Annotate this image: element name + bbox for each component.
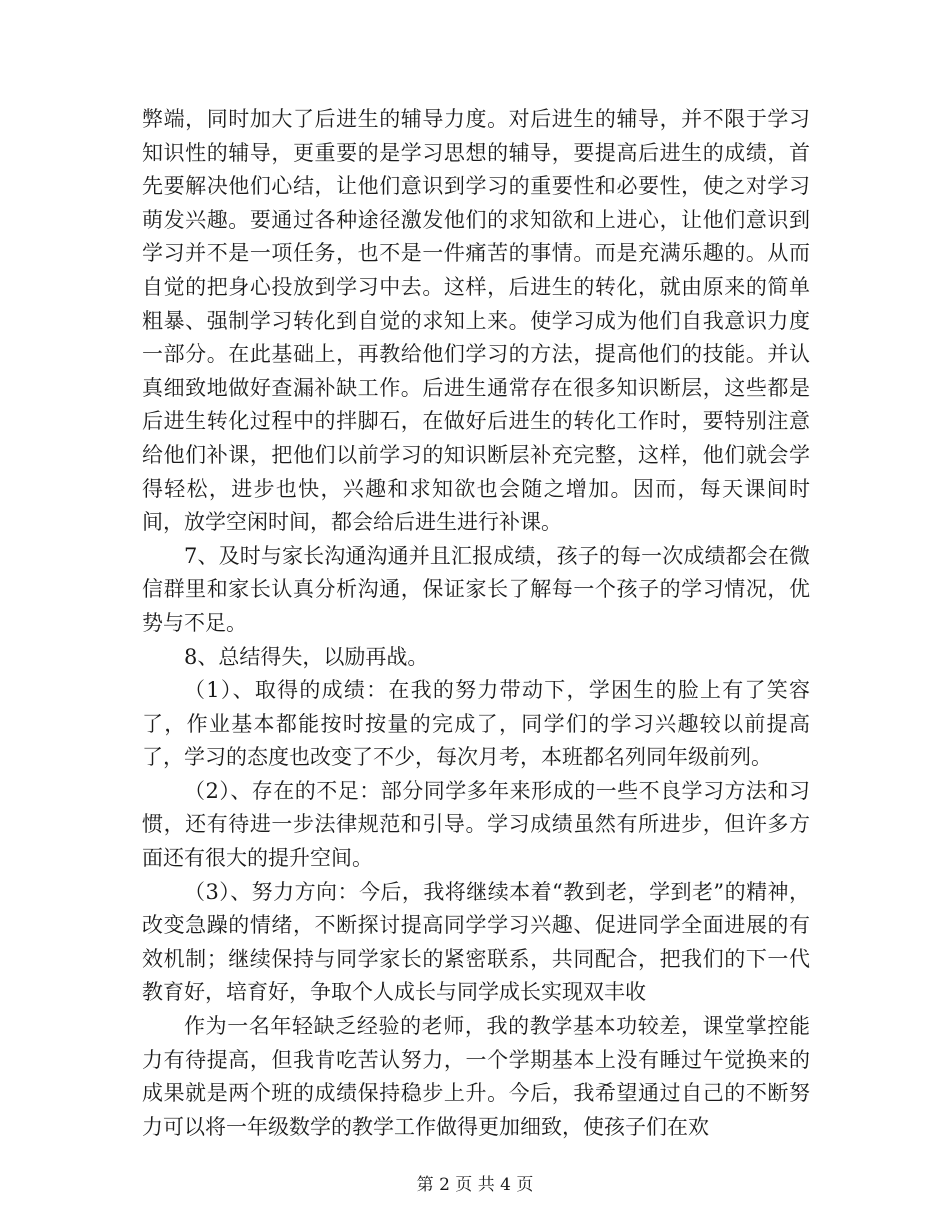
paragraph-conclusion: 作为一名年轻缺乏经验的老师，我的教学基本功较差，课堂掌控能力有待提高，但我肯吃苦认努力，一个学期基本上没有睡过午觉换来的成果就是两个班的成绩保持稳步上升。今后，我希望通过自己的不断努力可以将一年级数学的教学工作做得更加细致，使孩子们在欢 [142, 1014, 810, 1139]
paragraph-subitem-2: （2）、存在的不足：部分同学多年来形成的一些不良学习方法和习惯，还有待进一步法律规范和引导。学习成绩虽然有所进步，但许多方面还有很大的提升空间。 [142, 778, 810, 871]
paragraph-item-8: 8、总结得失，以励再战。 [184, 644, 429, 669]
document-body [142, 103, 810, 1144]
paragraph-subitem-3: （3）、努力方向：今后，我将继续本着“教到老，学到老”的精神，改变急躁的情绪，不断探讨提高同学学习兴趣、促进同学全面进展的有效机制；继续保持与同学家长的紧密联系，共同配合，把我们的下一代教育好，培育好，争取个人成长与同学成长实现双丰收 [142, 879, 810, 1005]
page-number-footer: 第 2 页 共 4 页 [416, 1175, 534, 1195]
paragraph-subitem-1: （1）、取得的成绩：在我的努力带动下，学困生的脸上有了笑容了，作业基本都能按时按量的完成了，同学们的学习兴趣较以前提高了，学习的态度也改变了不少，每次月考，本班都名列同年级前列。 [142, 678, 810, 770]
paragraph-continuation: 弊端，同时加大了后进生的辅导力度。对后进生的辅导，并不限于学习知识性的辅导，更重要的是学习思想的辅导，要提高后进生的成绩，首先要解决他们心结，让他们意识到学习的重要性和必要性，使之对学习萌发兴趣。要通过各种途径激发他们的求知欲和上进心，让他们意识到学习并不是一项任务，也不是一件痛苦的事情。而是充满乐趣的。从而自觉的把身心投放到学习中去。这样，后进生的转化，就由原来的简单粗暴、强制学习转化到自觉的求知上来。使学习成为他们自我意识力度一部分。在此基础上，再教给他们学习的方法，提高他们的技能。并认真细致地做好查漏补缺工作。后进生通常存在很多知识断层，这些都是后进生转化过程中的拌脚石，在做好后进生的转化工作时，要特别注意给他们补课，把他们以前学习的知识断层补充完整，这样，他们就会学得轻松，进步也快，兴趣和求知欲也会随之增加。因而，每天课间时间，放学空闲时间，都会给后进生进行补课。 [142, 107, 810, 535]
paragraph-item-7: 7、及时与家长沟通沟通并且汇报成绩，孩子的每一次成绩都会在微信群里和家长认真分析沟通，保证家长了解每一个孩子的学习情况，优势与不足。 [142, 543, 810, 635]
